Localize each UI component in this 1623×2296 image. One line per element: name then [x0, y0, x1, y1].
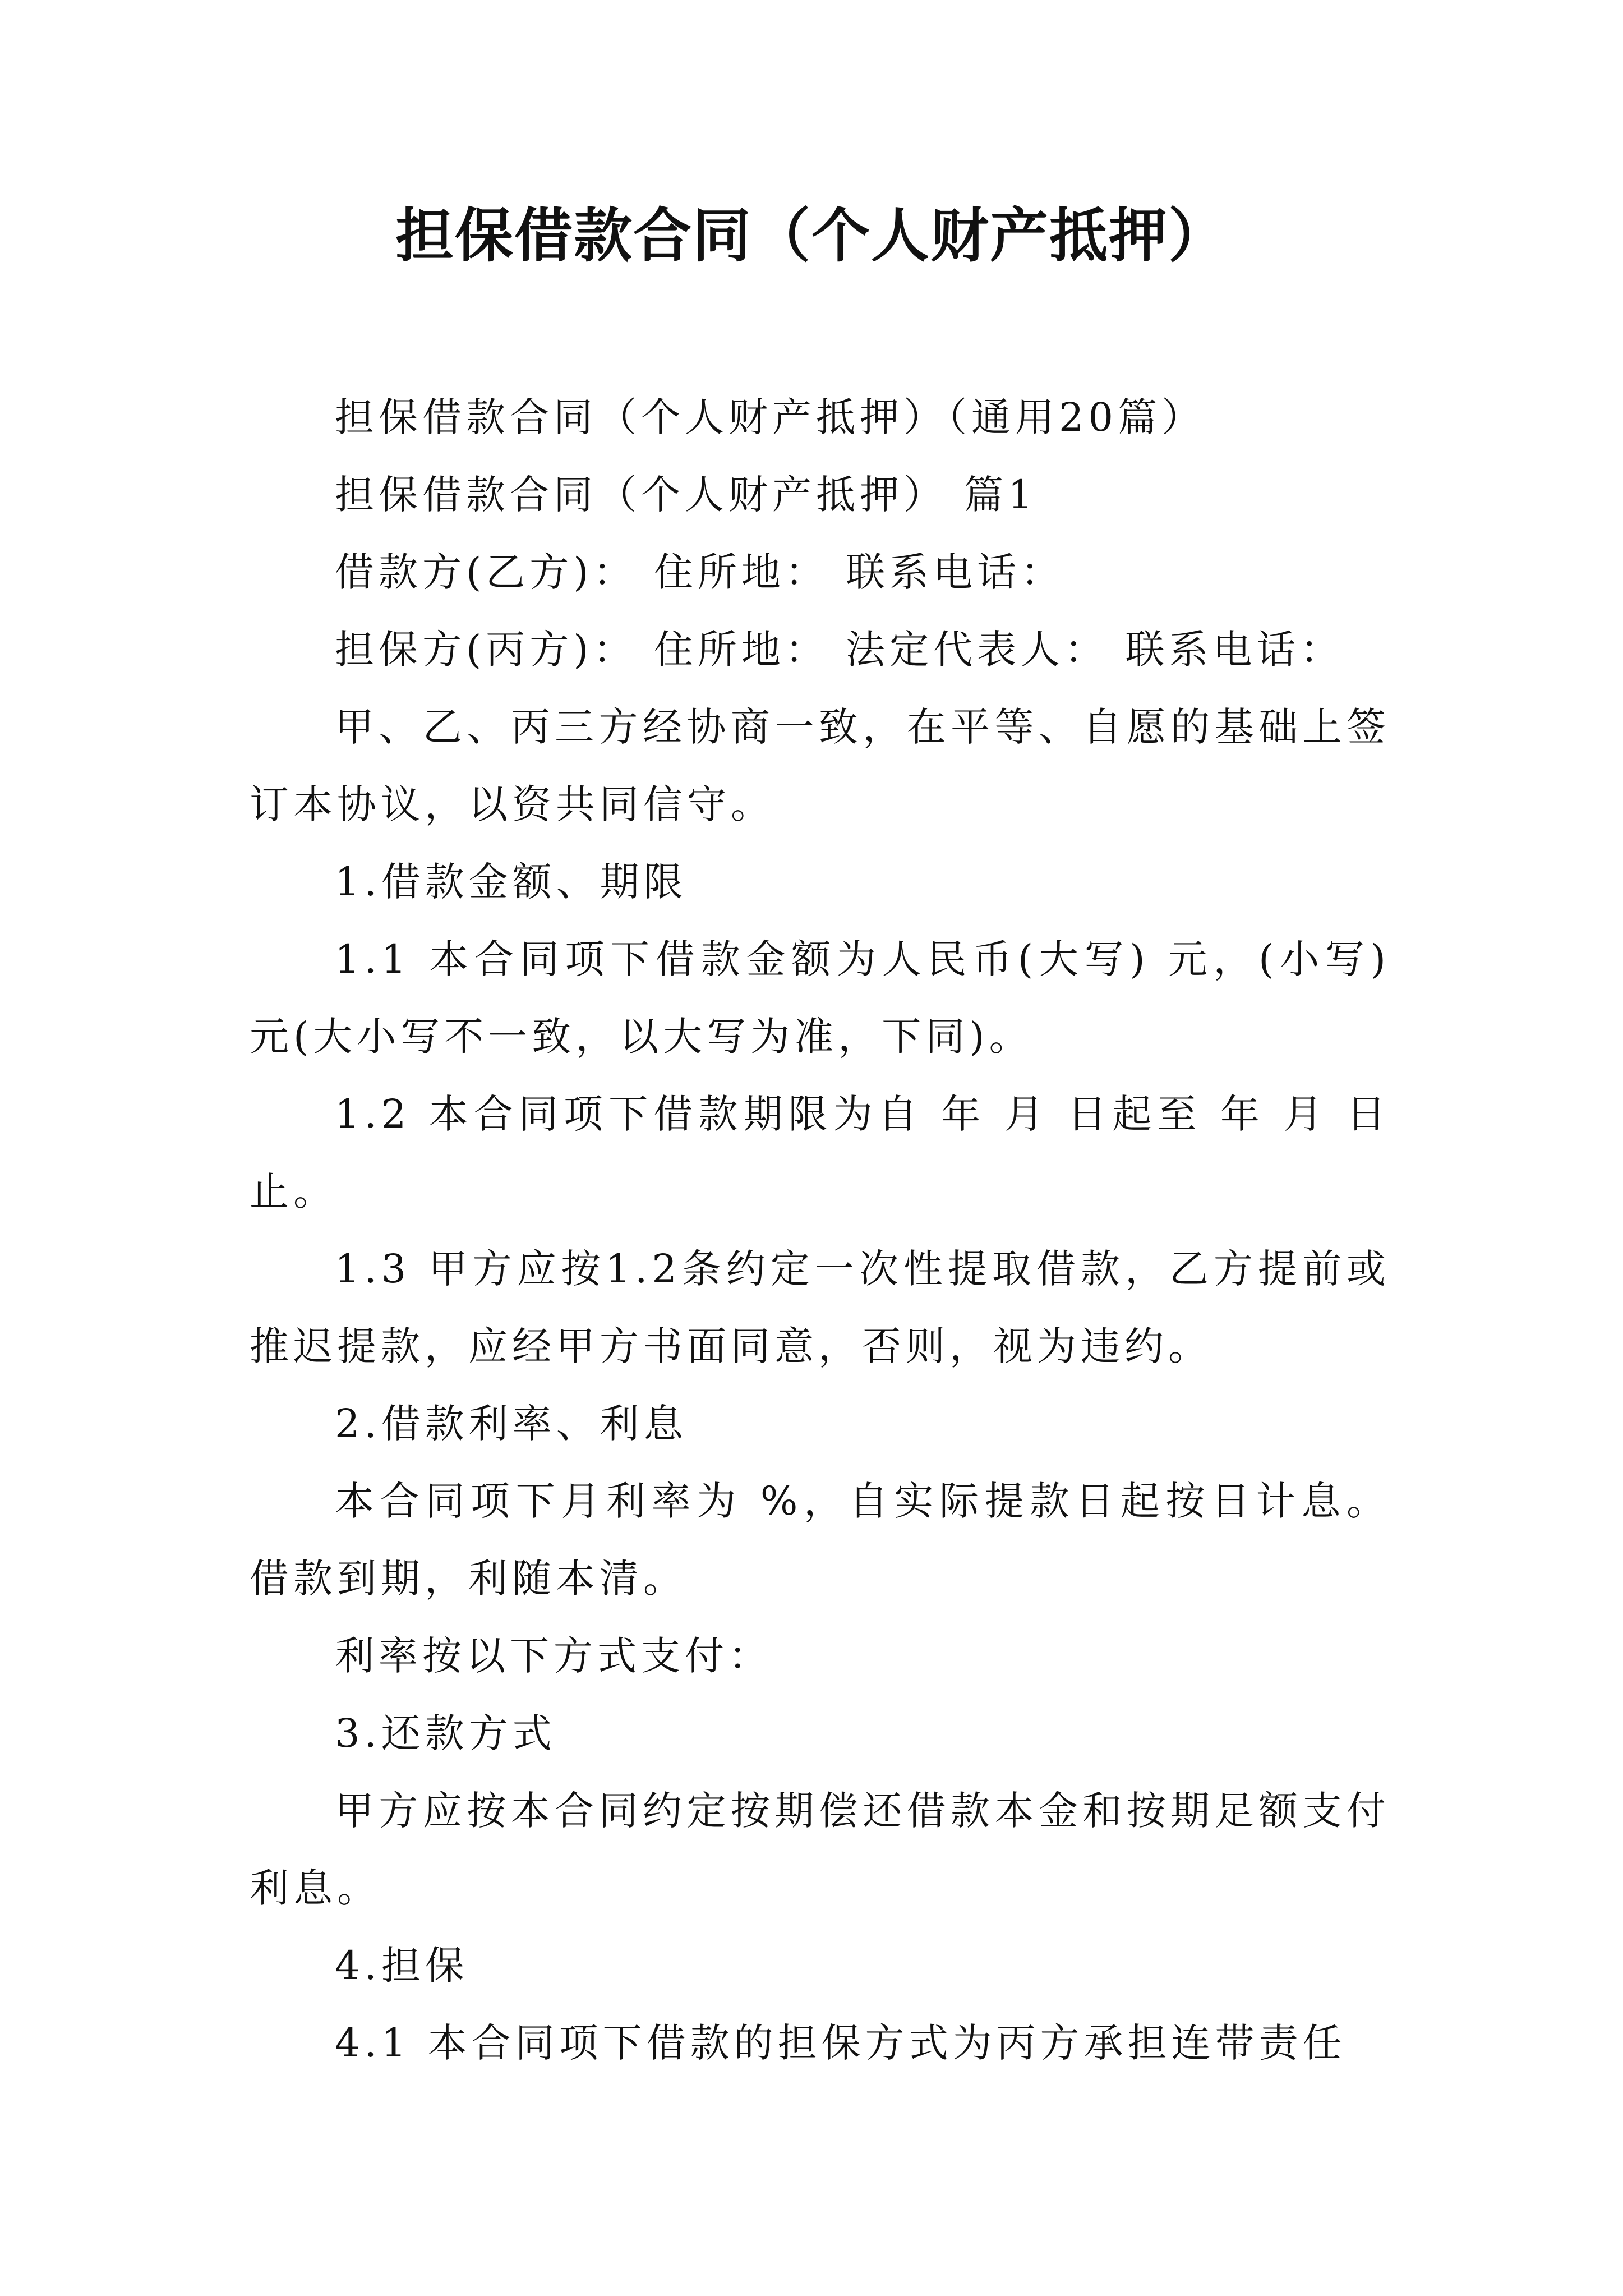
section-heading: 3.还款方式 [335, 1710, 556, 1756]
paragraph: 甲、乙、丙三方经协商一致，在平等、自愿的基础上签订本协议，以资共同信守。 [250, 704, 1390, 827]
paragraph: 担保借款合同（个人财产抵押）（通用20篇） [335, 394, 1206, 440]
paragraph: 本合同项下月利率为 %，自实际提款日起按日计息。借款到期，利随本清。 [250, 1478, 1390, 1602]
section-heading: 1.借款金额、期限 [335, 859, 688, 905]
section-heading: 4.担保 [335, 1943, 469, 1989]
paragraph: 担保借款合同（个人财产抵押） 篇1 [335, 472, 1038, 518]
paragraph: 利率按以下方式支付： [335, 1633, 772, 1679]
document-body [250, 379, 1390, 2082]
paragraph: 1.2 本合同项下借款期限为自 年 月 日起至 年 月 日止。 [250, 1091, 1390, 1214]
paragraph: 担保方(丙方)： 住所地： 法定代表人： 联系电话： [335, 627, 1344, 673]
paragraph: 甲方应按本合同约定按期偿还借款本金和按期足额支付利息。 [250, 1788, 1390, 1911]
section-heading: 2.借款利率、利息 [335, 1401, 688, 1447]
paragraph: 4.1 本合同项下借款的担保方式为丙方承担连带责任 [335, 2020, 1347, 2066]
paragraph: 1.1 本合同项下借款金额为人民币(大写) 元，(小写) 元(大小写不一致，以大写为准，下同)。 [250, 936, 1390, 1060]
paragraph: 借款方(乙方)： 住所地： 联系电话： [335, 549, 1065, 595]
document-title: 担保借款合同（个人财产抵押） [395, 201, 1228, 270]
paragraph: 1.3 甲方应按1.2条约定一次性提取借款，乙方提前或推迟提款，应经甲方书面同意，否则，视为违约。 [250, 1246, 1390, 1369]
